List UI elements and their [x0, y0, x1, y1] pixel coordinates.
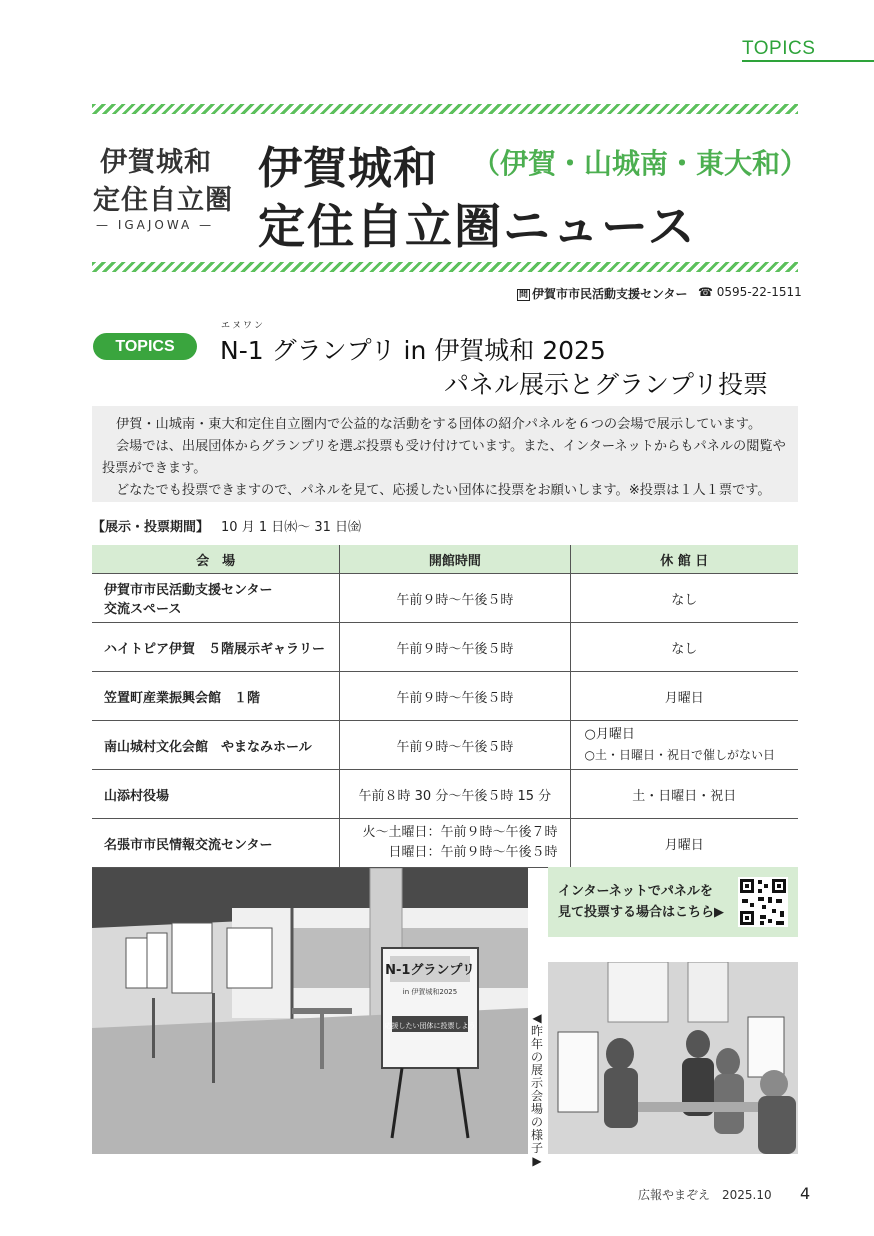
- vote-online-line2: 見て投票する場合はこちら▶: [558, 905, 724, 920]
- headline-ruby: エヌワン: [221, 321, 266, 331]
- intro-paragraph: 伊賀・山城南・東大和定住自立圏内で公益的な活動をする団体の紹介パネルを６つの会場で展示しています。: [116, 417, 762, 432]
- closed-cell: 月曜日: [570, 672, 798, 721]
- poster-subtitle: in 伊賀城和2025: [402, 988, 458, 996]
- stripe-divider-bottom: [92, 262, 798, 272]
- section-underline: [742, 60, 874, 62]
- closed-cell: なし: [570, 574, 798, 623]
- hours-cell: 午前９時～午後５時: [340, 672, 570, 721]
- logo-line1: 伊賀城和: [100, 147, 212, 178]
- venue-name: 伊賀市市民活動支援センター: [104, 583, 273, 598]
- page-title-main: 伊賀城和: [258, 143, 438, 194]
- visitors-photo: [548, 962, 798, 1154]
- logo-subtitle: — IGAJOWA —: [96, 218, 215, 232]
- headline-line2: パネル展示とグランプリ投票: [444, 370, 769, 399]
- period-label: 【展示・投票期間】: [92, 520, 210, 535]
- table-row: [92, 721, 798, 770]
- exhibition-hall-photo: [92, 868, 528, 1154]
- venue-cell: 笠置町産業振興会館 １階: [92, 672, 340, 721]
- table-row: [92, 819, 798, 868]
- closed-item: ○月曜日: [584, 727, 635, 742]
- vote-online-text: [558, 881, 724, 923]
- vote-online-box[interactable]: [548, 867, 798, 937]
- table-row: [92, 574, 798, 623]
- venue-cell: ハイトピア伊賀 ５階展示ギャラリー: [92, 623, 340, 672]
- page-number: 4: [800, 1184, 811, 1203]
- page-title-news: 定住自立圏ニュース: [258, 200, 697, 255]
- vote-online-line1: インターネットでパネルを: [558, 884, 713, 899]
- hours-cell: 午前９時～午後５時: [340, 574, 570, 623]
- period-value: 10 月 1 日㈬～ 31 日㈮: [221, 520, 362, 535]
- hours-item: 日曜日：午前９時～午後５時: [388, 845, 558, 860]
- phone-icon: ☎: [698, 285, 713, 299]
- header-closed: 休 館 日: [570, 545, 798, 574]
- qr-code-icon[interactable]: [738, 877, 788, 927]
- venue-name-sub: 交流スペース: [104, 602, 182, 617]
- hours-cell: [340, 819, 570, 868]
- closed-item: ○土・日曜日・祝日で催しがない日: [584, 748, 776, 762]
- contact-org: [517, 285, 688, 302]
- venue-cell: 名張市市民情報交流センター: [92, 819, 340, 868]
- closed-cell: 土・日曜日・祝日: [570, 770, 798, 819]
- table-row: [92, 672, 798, 721]
- stripe-divider-top: [92, 104, 798, 114]
- inquiry-icon: 問: [519, 290, 529, 300]
- hours-item: 火～土曜日：午前９時～午後７時: [362, 825, 558, 840]
- period: [92, 516, 361, 535]
- table-row: [92, 623, 798, 672]
- table-row: [92, 770, 798, 819]
- venue-cell: [92, 574, 340, 623]
- poster-body: 応援したい団体に投票しよう: [384, 1022, 476, 1030]
- contact-tel: [698, 285, 802, 299]
- venue-table: [92, 545, 798, 868]
- publication-info: 広報やまぞえ 2025.10: [638, 1188, 772, 1202]
- hours-cell: 午前９時～午後５時: [340, 721, 570, 770]
- intro-box: [92, 406, 798, 502]
- hours-cell: 午前９時～午後５時: [340, 623, 570, 672]
- poster-title: N-1グランプリ: [385, 963, 475, 978]
- venue-cell: 山添村役場: [92, 770, 340, 819]
- closed-cell: 月曜日: [570, 819, 798, 868]
- closed-cell: [570, 721, 798, 770]
- header-hours: 開館時間: [340, 545, 570, 574]
- contact-tel-number: 0595-22-1511: [716, 285, 802, 299]
- header-venue: 会 場: [92, 545, 340, 574]
- topics-badge: TOPICS: [93, 333, 197, 360]
- page-title-regions: （伊賀・山城南・東大和）: [472, 147, 809, 180]
- section-label: TOPICS: [742, 38, 816, 59]
- venue-cell: 南山城村文化会館 やまなみホール: [92, 721, 340, 770]
- table-header-row: [92, 545, 798, 574]
- intro-paragraph: どなたでも投票できますので、パネルを見て、応援したい団体に投票をお願いします。※投票は１人１票です。: [116, 483, 771, 498]
- intro-paragraph: 会場では、出展団体からグランプリを選ぶ投票も受け付けています。また、インターネットからもパネルの閲覧や投票ができます。: [102, 439, 786, 476]
- intro-text: [102, 414, 792, 502]
- contact-org-name: 伊賀市市民活動支援センター: [532, 287, 688, 301]
- logo-line2: 定住自立圏: [93, 185, 233, 216]
- photo-caption: ◀昨年の展示会場の様子▶: [530, 1011, 543, 1168]
- closed-cell: なし: [570, 623, 798, 672]
- hours-cell: 午前８時 30 分～午後５時 15 分: [340, 770, 570, 819]
- headline-line1: N-1 グランプリ in 伊賀城和 2025: [220, 336, 606, 365]
